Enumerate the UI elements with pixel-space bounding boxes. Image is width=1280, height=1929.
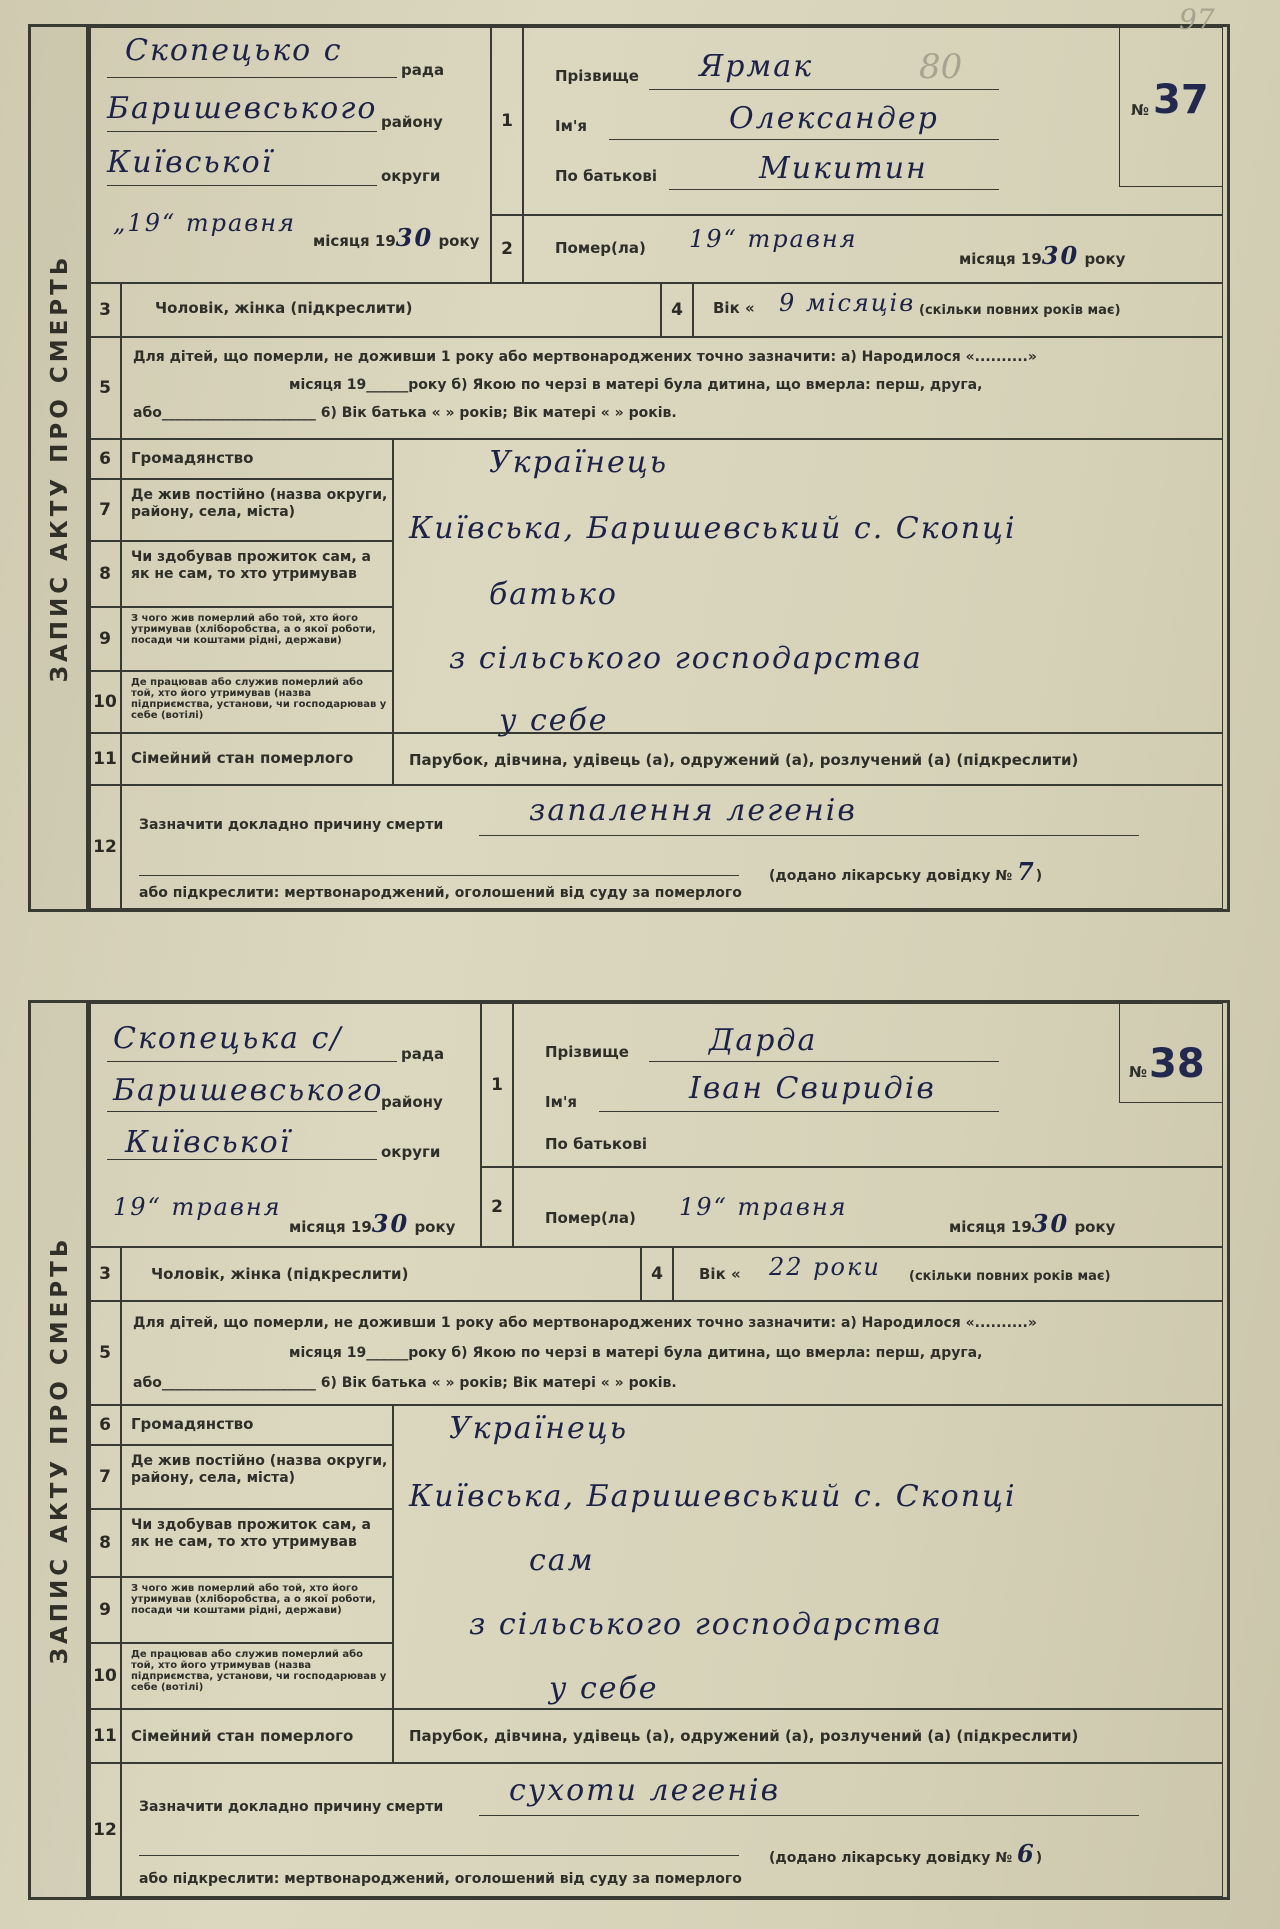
surname-value: Ярмак xyxy=(699,49,814,84)
sex-label: Чоловік, жінка (підкреслити) xyxy=(151,1265,409,1283)
row-number: 2 xyxy=(481,1167,513,1247)
residence-label: Де жив постійно (назва округи, району, села, міста) xyxy=(131,487,388,520)
record-number: 38 xyxy=(1149,1041,1205,1087)
sex-label: Чоловік, жінка (підкреслити) xyxy=(155,299,413,317)
village-council-line xyxy=(107,1061,397,1062)
row-number: 1 xyxy=(491,27,523,215)
row-number: 12 xyxy=(89,1763,121,1897)
row-number: 10 xyxy=(89,671,121,733)
record-number: 37 xyxy=(1153,77,1209,123)
name-value: Іван Свиридів xyxy=(689,1071,936,1106)
cause-value: запалення легенів xyxy=(529,793,857,828)
row-number: 6 xyxy=(89,439,121,479)
okruha-line xyxy=(107,185,377,186)
age-label: Вік « xyxy=(713,299,755,317)
surname-label: Прізвище xyxy=(555,67,639,85)
row-number: 3 xyxy=(89,283,121,337)
cause-value: сухоти легенів xyxy=(509,1773,781,1808)
row-number: 5 xyxy=(89,1301,121,1405)
row-number: 8 xyxy=(89,1509,121,1577)
citizenship-label: Громадянство xyxy=(131,449,254,467)
district-value: Баришевського xyxy=(113,1073,384,1108)
row-number: 10 xyxy=(89,1643,121,1709)
row-number: 6 xyxy=(89,1405,121,1445)
citizenship-label: Громадянство xyxy=(131,1415,254,1433)
district-value: Баришевського xyxy=(107,91,378,126)
death-month-label: місяця 1930 року xyxy=(959,241,1126,270)
cause-line xyxy=(479,835,1139,836)
death-record-2 xyxy=(14,1000,1230,1900)
okruha-value: Київської xyxy=(125,1125,292,1160)
answers-box xyxy=(393,1405,1223,1709)
death-date-value: 19“ травня xyxy=(679,1193,848,1221)
side-title: ЗАПИС АКТУ ПРО СМЕРТЬ xyxy=(47,1235,73,1665)
doctor-note-label: (додано лікарську довідку № 6) xyxy=(769,1839,1043,1868)
children-line-2: місяця 19______року б) Якою по черзі в матері була дитина, що вмерла: перш, друга, xyxy=(289,1345,983,1361)
children-line-3: або______________________ 6) Вік батька « » років; Вік матері « » років. xyxy=(133,405,677,421)
side-title-box xyxy=(28,1000,91,1900)
row-number: 2 xyxy=(491,215,523,283)
citizenship-value: Українець xyxy=(449,1411,629,1446)
okruhy-label: округи xyxy=(381,1143,441,1161)
pomer-label: Помер(ла) xyxy=(555,239,646,257)
work-value: у себе xyxy=(499,703,609,738)
stillborn-label: або підкреслити: мертвонароджений, оголошений від суду за померлого xyxy=(139,1871,742,1887)
side-title-box xyxy=(28,24,91,912)
support-value: батько xyxy=(489,577,618,612)
income-value: з сільського господарства xyxy=(449,641,923,676)
age-suffix-label: (скільки повних років має) xyxy=(909,1269,1111,1284)
row-number: 11 xyxy=(89,1709,121,1763)
support-label: Чи здобував прожиток сам, а як не сам, то хто утримував xyxy=(131,1517,371,1550)
record-frame xyxy=(86,3,1230,912)
row-number: 12 xyxy=(89,785,121,909)
surname-line xyxy=(649,89,999,90)
residence-value: Київська, Баришевський с. Скопці xyxy=(409,511,1017,546)
children-line-1: Для дітей, що померли, не доживши 1 року або мертвонароджених точно зазначити: а) Народилося «..........» xyxy=(133,349,1037,365)
okruha-value: Київської xyxy=(107,145,274,180)
patronymic-value: Микитин xyxy=(759,151,928,186)
name-line xyxy=(599,1111,999,1112)
income-label: З чого жив померлий або той, хто його утримував (хліборобства, а о якої роботи, посади чи коштами рідні, держави) xyxy=(131,613,376,646)
residence-value: Київська, Баришевський с. Скопці xyxy=(409,1479,1017,1514)
cause-label: Зазначити докладно причину смерти xyxy=(139,1799,444,1815)
misiatsia-label: місяця 1930 року xyxy=(313,223,480,252)
district-line xyxy=(107,1111,377,1112)
registration-date-value: 19“ травня xyxy=(113,1193,282,1221)
cause-line xyxy=(479,1815,1139,1816)
cause-label: Зазначити докладно причину смерти xyxy=(139,817,444,833)
children-line-3: або______________________ 6) Вік батька « » років; Вік матері « » років. xyxy=(133,1375,677,1391)
district-line xyxy=(107,131,377,132)
misiatsia-label: місяця 1930 року xyxy=(289,1209,456,1238)
age-label: Вік « xyxy=(699,1265,741,1283)
residence-label: Де жив постійно (назва округи, району, села, міста) xyxy=(131,1453,388,1486)
side-title: ЗАПИС АКТУ ПРО СМЕРТЬ xyxy=(47,253,73,683)
village-council-line xyxy=(107,77,397,78)
row-number: 9 xyxy=(89,607,121,671)
okruhy-label: округи xyxy=(381,167,441,185)
children-line-1: Для дітей, що померли, не доживши 1 року або мертвонароджених точно зазначити: а) Народилося «..........» xyxy=(133,1315,1037,1331)
age-value: 9 місяців xyxy=(779,289,916,317)
row-number: 9 xyxy=(89,1577,121,1643)
row-number: 4 xyxy=(641,1247,673,1301)
death-month-label: місяця 1930 року xyxy=(949,1209,1116,1238)
row-number: 8 xyxy=(89,541,121,607)
patronymic-line xyxy=(669,189,999,190)
rada-label: рада xyxy=(401,1045,445,1063)
stillborn-label: або підкреслити: мертвонароджений, оголошений від суду за померлого xyxy=(139,885,742,901)
marital-options: Парубок, дівчина, удівець (а), одружений (а), розлучений (а) (підкреслити) xyxy=(409,751,1079,769)
row-number: 5 xyxy=(89,337,121,439)
village-council-value: Скопецька с/ xyxy=(113,1021,343,1056)
death-date-value: 19“ травня xyxy=(689,225,858,253)
income-label: З чого жив померлий або той, хто його утримував (хліборобства, а о якої роботи, посади чи коштами рідні, держави) xyxy=(131,1583,376,1616)
record-frame xyxy=(86,1000,1230,1900)
surname-line xyxy=(649,1061,999,1062)
cause-line-2 xyxy=(139,1855,739,1856)
patronymic-label: По батькові xyxy=(555,167,657,185)
row-number: 11 xyxy=(89,733,121,785)
row-number: 4 xyxy=(661,283,693,337)
marital-label: Сімейний стан померлого xyxy=(131,1727,354,1745)
record-number-prefix: № xyxy=(1129,1063,1148,1081)
registration-date-value: „19“ травня xyxy=(113,209,296,237)
children-line-2: місяця 19______року б) Якою по черзі в матері була дитина, що вмерла: перш, друга, xyxy=(289,377,983,393)
marital-options: Парубок, дівчина, удівець (а), одружений (а), розлучений (а) (підкреслити) xyxy=(409,1727,1079,1745)
surname-value: Дарда xyxy=(709,1023,818,1058)
support-value: сам xyxy=(529,1543,595,1578)
raionu-label: району xyxy=(381,1093,443,1111)
citizenship-value: Українець xyxy=(489,445,669,480)
name-value: Олександер xyxy=(729,101,939,136)
corner-pencil-mark: 97 xyxy=(1179,3,1215,36)
surname-label: Прізвище xyxy=(545,1043,629,1061)
age-suffix-label: (скільки повних років має) xyxy=(919,303,1121,318)
death-date-box xyxy=(513,1167,1223,1247)
row-number: 7 xyxy=(89,1445,121,1509)
name-label: Ім'я xyxy=(545,1093,578,1111)
raionu-label: району xyxy=(381,113,443,131)
age-value: 22 роки xyxy=(769,1253,881,1281)
pomer-label: Помер(ла) xyxy=(545,1209,636,1227)
support-label: Чи здобував прожиток сам, а як не сам, то хто утримував xyxy=(131,549,371,582)
record-number-prefix: № xyxy=(1131,101,1150,119)
row-number: 1 xyxy=(481,1003,513,1167)
pencil-mark: 80 xyxy=(919,47,963,87)
death-record-1 xyxy=(14,3,1230,912)
patronymic-label: По батькові xyxy=(545,1135,647,1153)
name-label: Ім'я xyxy=(555,117,588,135)
row-number: 3 xyxy=(89,1247,121,1301)
row-number: 7 xyxy=(89,479,121,541)
income-value: з сільського господарства xyxy=(469,1607,943,1642)
marital-label: Сімейний стан померлого xyxy=(131,749,354,767)
name-line xyxy=(609,139,999,140)
work-value: у себе xyxy=(549,1671,659,1706)
work-label: Де працював або служив померлий або той, хто його утримував (назва підприємства, установи, чи господарював у себе (вотілі) xyxy=(131,1649,387,1693)
cause-line-2 xyxy=(139,875,739,876)
village-council-value: Скопецько с xyxy=(125,33,343,68)
okruha-line xyxy=(107,1159,377,1160)
doctor-note-label: (додано лікарську довідку № 7) xyxy=(769,857,1043,886)
work-label: Де працював або служив померлий або той, хто його утримував (назва підприємства, установи, чи господарював у себе (вотілі) xyxy=(131,677,387,721)
rada-label: рада xyxy=(401,61,445,79)
